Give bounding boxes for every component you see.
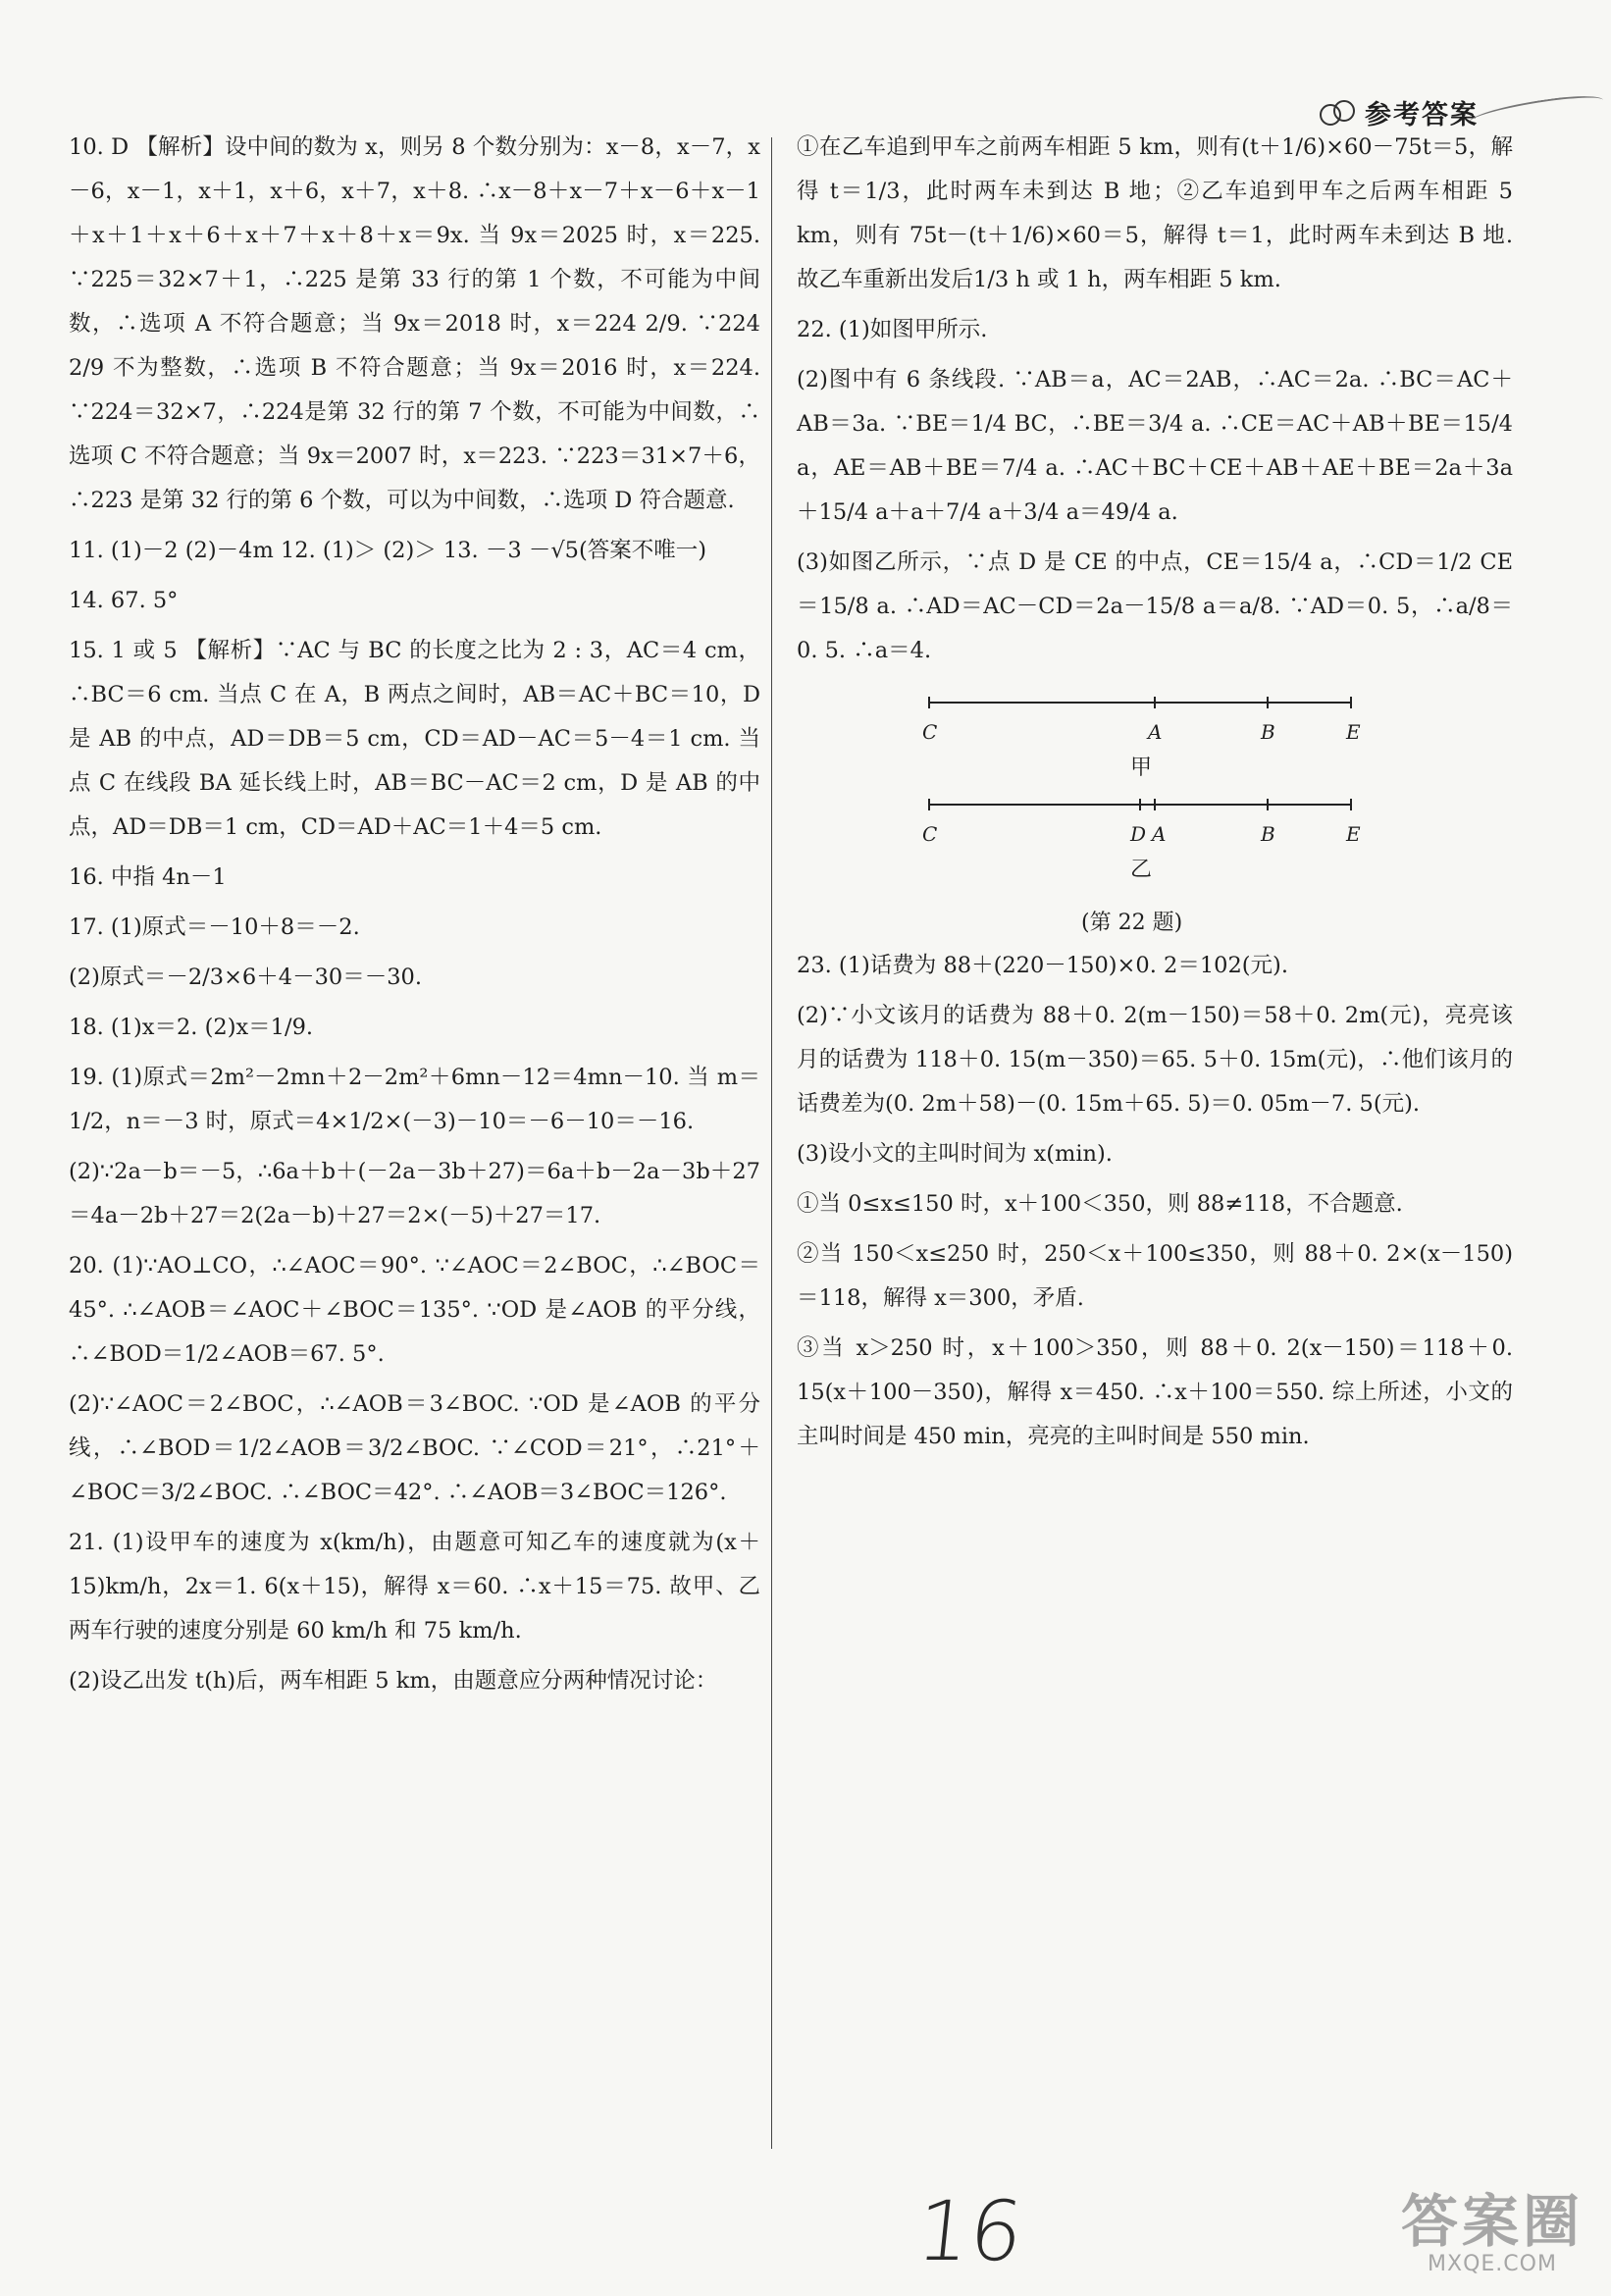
watermark-logo: [1401, 2175, 1584, 2276]
answer-19-2: (2)∵2a－b＝－5，∴6a＋b＋(－2a－3b＋27)＝6a＋b－2a－3b＋27＝4a－2b＋27＝2(2a－b)＋27＝2×(－5)＋27＝17.: [69, 1159, 760, 1228]
answer-11-13: 11. (1)－2 (2)－4m 12. (1)＞ (2)＞ 13. －3 －√5(答案不唯一): [69, 538, 707, 563]
figure-caption: (第 22 题): [1081, 911, 1183, 935]
header-title: 参考答案: [1365, 100, 1479, 130]
answer-17-2: (2)原式＝－2/3×6＋4－30＝－30.: [69, 965, 422, 990]
answer-17-1: 17. (1)原式＝－10＋8＝－2.: [69, 914, 360, 940]
answer-21-cases: ①在乙车追到甲车之前两车相距 5 km，则有(t＋1/6)×60－75t＝5，解得 t＝1/3，此时两车未到达 B 地；②乙车追到甲车之后两车相距 5 km，则有 75t－(t＋1/6)×60＝5，解得 t＝1，此时两车未到达 B 地. 故乙车重新出发后1/3 h 或 1 h，两车相距 5 km.: [797, 134, 1513, 292]
label-yi-e: E: [1346, 822, 1361, 846]
answer-22-1: 22. (1)如图甲所示.: [797, 317, 988, 342]
rings-icon: [1320, 98, 1359, 128]
watermark-text: 答案圈: [1400, 2188, 1584, 2255]
caption-jia: 甲: [1130, 756, 1153, 780]
answer-15: 15. 1 或 5 【解析】∵AC 与 BC 的长度之比为 2 : 3，AC＝4 cm，∴BC＝6 cm. 当点 C 在 A，B 两点之间时，AB＝AC＋BC＝10，D 是 AB 的中点，AD＝DB＝5 cm，CD＝AD－AC＝5－4＝1 cm. 当点 C 在线段 BA 延长线上时，AB＝BC－AC＝2 cm，D 是 AB 的中点，AD＝DB＝1 cm，CD＝AD＋AC＝1＋4＝5 cm.: [69, 638, 760, 840]
label-yi-d: D: [1130, 822, 1147, 846]
answer-19-1: 19. (1)原式＝2m²－2mn＋2－2m²＋6mn－12＝4mn－10. 当 m＝1/2，n＝－3 时，原式＝4×1/2×(－3)－10＝－6－10＝－16.: [69, 1065, 760, 1134]
answer-14: 14. 67. 5°: [69, 588, 179, 613]
label-jia-a: A: [1148, 720, 1163, 744]
answer-23-3: (3)设小文的主叫时间为 x(min).: [797, 1141, 1113, 1167]
answer-23-case-2: ②当 150＜x≤250 时，250＜x＋100≤350，则 88＋0. 2×(x－150)＝118，解得 x＝300，矛盾.: [797, 1241, 1513, 1311]
segment-diagram: [797, 679, 1513, 944]
label-yi-b: B: [1261, 822, 1275, 846]
answer-23-case-1: ①当 0≤x≤150 时，x＋100＜350，则 88≠118，不合题意.: [797, 1191, 1403, 1217]
answer-20-2: (2)∵∠AOC＝2∠BOC，∴∠AOB＝3∠BOC. ∵OD 是∠AOB 的平分线，∴∠BOD＝1/2∠AOB＝3/2∠BOC. ∵∠COD＝21°，∴21°＋∠BOC＝3/2∠BOC. ∴∠BOC＝42°. ∴∠AOB＝3∠BOC＝126°.: [69, 1391, 760, 1505]
answer-16: 16. 中指 4n－1: [69, 864, 227, 890]
answer-21-2: (2)设乙出发 t(h)后，两车相距 5 km，由题意应分两种情况讨论：: [69, 1668, 718, 1694]
answer-22-3: (3)如图乙所示，∵点 D 是 CE 的中点，CE＝15/4 a，∴CD＝1/2 CE＝15/8 a. ∴AD＝AC－CD＝2a－15/8 a＝a/8. ∵AD＝0. 5，∴a/8＝0. 5. ∴a＝4.: [797, 549, 1513, 663]
watermark-url: MXQE.COM: [1428, 2252, 1557, 2276]
left-column: [69, 126, 760, 1703]
answer-23-1: 23. (1)话费为 88＋(220－150)×0. 2＝102(元).: [797, 953, 1288, 978]
answer-22-2: (2)图中有 6 条线段. ∵AB＝a，AC＝2AB，∴AC＝2a. ∴BC＝AC＋AB＝3a. ∵BE＝1/4 BC，∴BE＝3/4 a. ∴CE＝AC＋AB＋BE＝15/4 a，AE＝AB＋BE＝7/4 a. ∴AC＋BC＋CE＋AB＋AE＋BE＝2a＋3a＋15/4 a＋a＋7/4 a＋3/4 a＝49/4 a.: [797, 367, 1513, 525]
label-yi-a: A: [1152, 822, 1167, 846]
answer-10: 10. D 【解析】设中间的数为 x，则另 8 个数分别为：x－8，x－7，x－6，x－1，x＋1，x＋6，x＋7，x＋8. ∴x－8＋x－7＋x－6＋x－1＋x＋1＋x＋6＋x＋7＋x＋8＋x＝9x. 当 9x＝2025 时，x＝225. ∵225＝32×7＋1，∴225 是第 33 行的第 1 个数，不可能为中间数，∴选项 A 不符合题意；当 9x＝2018 时，x＝224 2/9. ∵224 2/9 不为整数，∴选项 B 不符合题意；当 9x＝2016 时，x＝224. ∵224＝32×7，∴224是第 32 行的第 7 个数，不可能为中间数，∴选项 C 不符合题意；当 9x＝2007 时，x＝223. ∵223＝31×7＋6，∴223 是第 32 行的第 6 个数，可以为中间数，∴选项 D 符合题意.: [69, 134, 760, 513]
column-divider: [771, 137, 772, 2149]
caption-yi: 乙: [1130, 858, 1153, 882]
page-number: 16: [911, 2183, 1028, 2279]
right-column: [797, 126, 1513, 1459]
label-yi-c: C: [922, 822, 938, 846]
label-jia-b: B: [1261, 720, 1275, 744]
answer-21-1: 21. (1)设甲车的速度为 x(km/h)，由题意可知乙车的速度就为(x＋15)km/h，2x＝1. 6(x＋15)，解得 x＝60. ∴x＋15＝75. 故甲、乙两车行驶的速度分别是 60 km/h 和 75 km/h.: [69, 1530, 760, 1644]
answer-23-2: (2)∵小文该月的话费为 88＋0. 2(m－150)＝58＋0. 2m(元)，亮亮该月的话费为 118＋0. 15(m－350)＝65. 5＋0. 15m(元)，∴他们该月的话费差为(0. 2m＋58)－(0. 15m＋65. 5)＝0. 05m－7. 5(元).: [797, 1003, 1513, 1117]
answer-20-1: 20. (1)∵AO⊥CO，∴∠AOC＝90°. ∵∠AOC＝2∠BOC，∴∠BOC＝45°. ∴∠AOB＝∠AOC＋∠BOC＝135°. ∵OD 是∠AOB 的平分线，∴∠BOD＝1/2∠AOB＝67. 5°.: [69, 1253, 760, 1367]
label-jia-c: C: [922, 720, 938, 744]
label-jia-e: E: [1346, 720, 1361, 744]
answer-23-case-3: ③当 x＞250 时，x＋100＞350，则 88＋0. 2(x－150)＝118＋0. 15(x＋100－350)，解得 x＝450. ∴x＋100＝550. 综上所述，小文的主叫时间是 450 min，亮亮的主叫时间是 550 min.: [797, 1335, 1513, 1449]
answer-18: 18. (1)x＝2. (2)x＝1/9.: [69, 1015, 314, 1040]
